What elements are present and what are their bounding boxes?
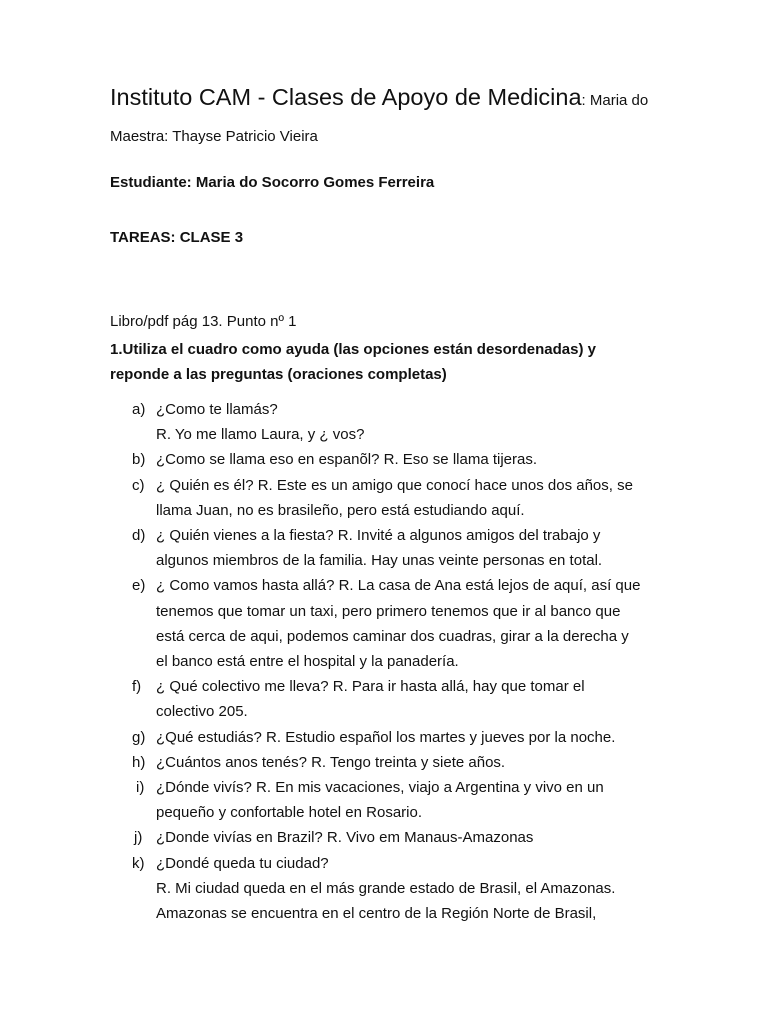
item-line: llama Juan, no es brasileño, pero está estudiando aquí. (156, 501, 525, 519)
item-marker: i) (136, 779, 145, 797)
item-line: ¿Dónde vivís? R. En mis vacaciones, viajo a Argentina y vivo en un (156, 779, 604, 797)
title-suffix: : Maria do (581, 92, 649, 109)
list-item (110, 573, 670, 674)
list-item (110, 775, 670, 825)
list-item (110, 523, 670, 573)
item-line: ¿Donde vivías en Brazil? R. Vivo em Manaus-Amazonas (156, 829, 534, 847)
list-item (110, 825, 670, 850)
item-marker: d) (132, 527, 146, 545)
item-line: ¿Qué estudiás? R. Estudio español los martes y jueves por la noche. (156, 728, 616, 746)
item-marker: b) (132, 451, 146, 469)
item-marker: k) (132, 854, 145, 872)
item-line: ¿Cuántos anos tenés? R. Tengo treinta y siete años. (156, 753, 506, 771)
teacher-line: Maestra: Thayse Patricio Vieira (110, 128, 318, 145)
list-item (110, 473, 670, 523)
item-line: ¿Como se llama eso en espanõl? R. Eso se llama tijeras. (156, 451, 538, 469)
item-marker: g) (132, 728, 146, 746)
list-item (110, 674, 670, 724)
item-line: tenemos que tomar un taxi, pero primero tenemos que ir al banco que (156, 602, 621, 620)
item-line: colectivo 205. (156, 703, 248, 721)
instruction-line-2: reponde a las preguntas (oraciones completas) (110, 366, 447, 383)
item-line: ¿ Quién vienes a la fiesta? R. Invité a algunos amigos del trabajo y (156, 527, 601, 545)
item-line: R. Mi ciudad queda en el más grande estado de Brasil, el Amazonas. (156, 879, 616, 897)
item-marker: h) (132, 753, 146, 771)
item-marker: e) (132, 577, 146, 595)
item-line: ¿ Como vamos hasta allá? R. La casa de Ana está lejos de aquí, así que (156, 577, 641, 595)
item-marker: j) (134, 829, 143, 847)
instruction-line-1: 1.Utiliza el cuadro como ayuda (las opciones están desordenadas) y (110, 341, 596, 358)
title-main: Instituto CAM - Clases de Apoyo de Medicina (110, 84, 582, 110)
question-list (110, 397, 670, 926)
item-line: ¿ Qué colectivo me lleva? R. Para ir hasta allá, hay que tomar el (156, 678, 585, 696)
item-line: está cerca de aqui, podemos caminar dos cuadras, girar a la derecha y (156, 627, 629, 645)
item-line: R. Yo me llamo Laura, y ¿ vos? (156, 426, 365, 444)
list-item (110, 397, 670, 447)
item-line: Amazonas se encuentra en el centro de la Región Norte de Brasil, (156, 905, 597, 923)
list-item (110, 750, 670, 775)
item-line: ¿ Quién es él? R. Este es un amigo que conocí hace unos dos años, se (156, 476, 633, 494)
instruction (110, 337, 596, 387)
item-line: pequeño y confortable hotel en Rosario. (156, 804, 423, 822)
item-marker: f) (132, 678, 142, 696)
list-item (110, 851, 670, 927)
item-marker: c) (132, 476, 145, 494)
list-item (110, 447, 670, 472)
document-title (110, 84, 648, 111)
student-line: Estudiante: Maria do Socorro Gomes Ferreira (110, 174, 435, 191)
list-item (110, 725, 670, 750)
item-line: ¿Dondé queda tu ciudad? (156, 854, 329, 872)
reference-line: Libro/pdf pág 13. Punto nº 1 (110, 313, 297, 330)
item-marker: a) (132, 401, 146, 418)
item-line: algunos miembros de la familia. Hay unas veinte personas en total. (156, 552, 603, 570)
item-line: el banco está entre el hospital y la panadería. (156, 653, 459, 671)
tasks-heading: TAREAS: CLASE 3 (110, 229, 244, 246)
item-line: ¿Como te llamás? (156, 401, 278, 418)
